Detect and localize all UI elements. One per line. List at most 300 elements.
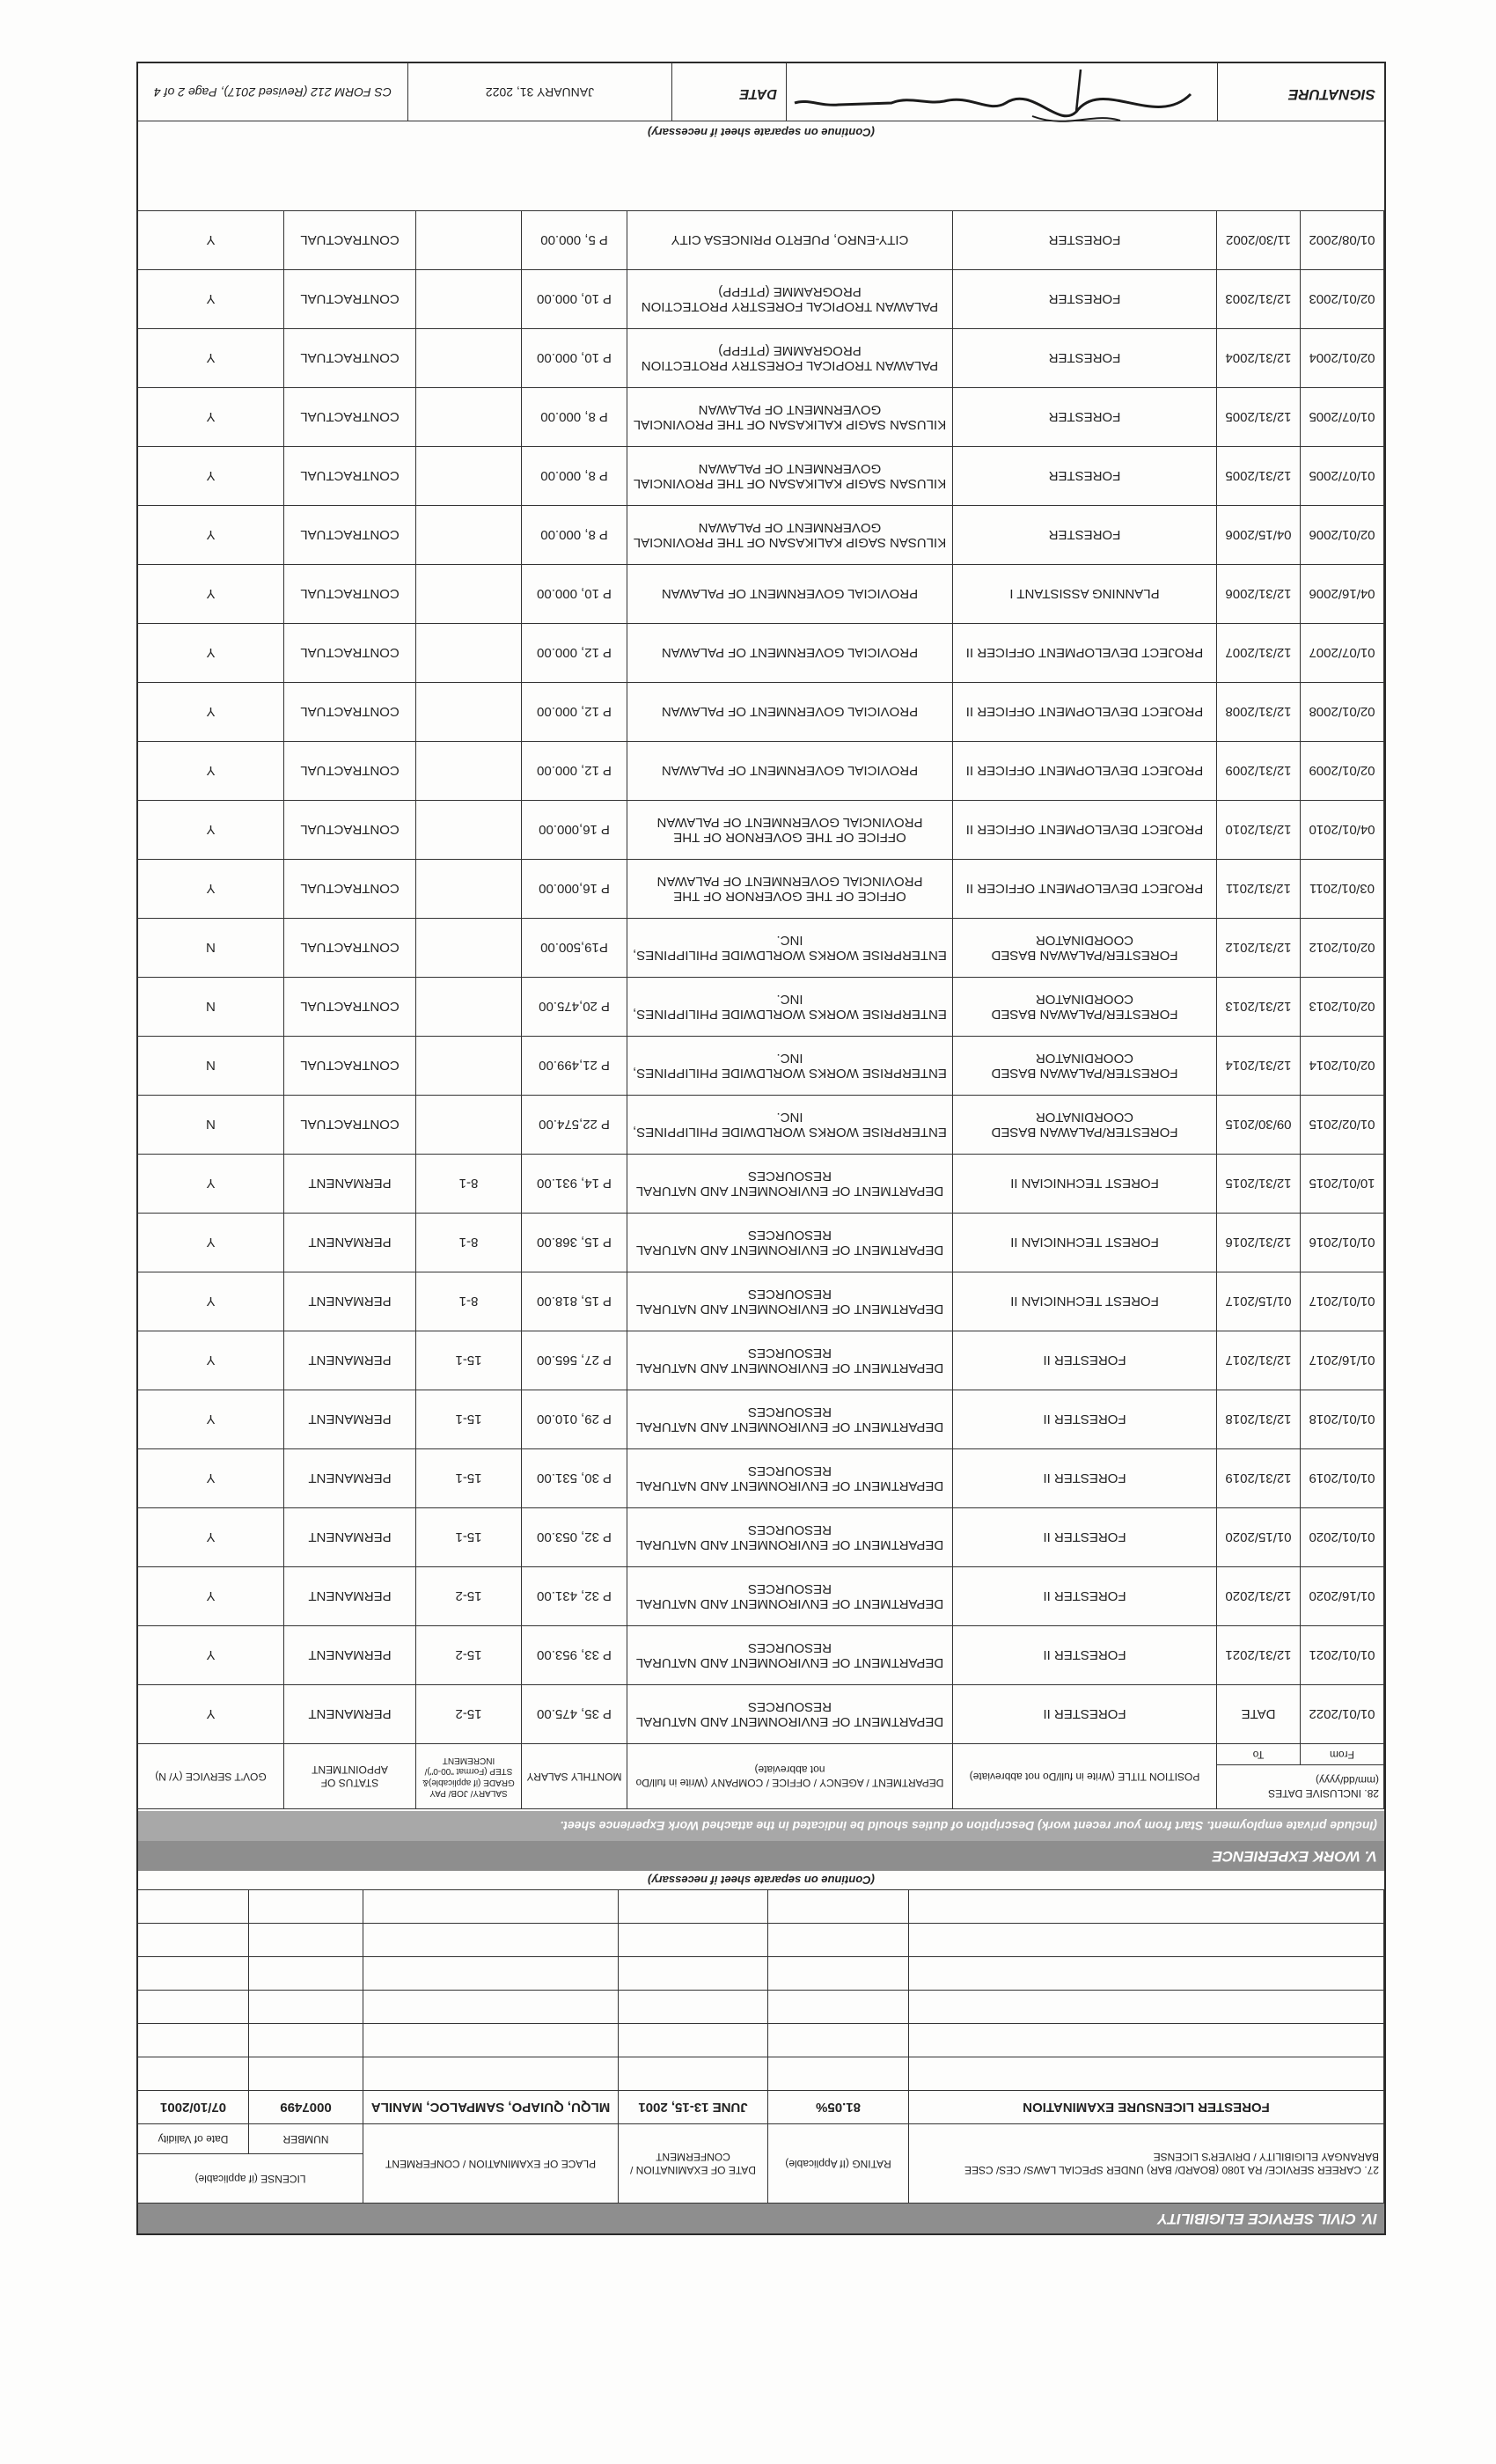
work-to-cell: 12/31/2006 <box>1216 565 1300 624</box>
work-govt-cell: Y <box>137 211 283 270</box>
work-position-cell: FORESTER/PALAWAN BASED COORDINATOR <box>952 1096 1216 1155</box>
work-govt-cell: Y <box>137 270 283 329</box>
eligibility-date-cell <box>619 2057 768 2091</box>
work-salary-cell: P 30, 531.00 <box>521 1449 627 1508</box>
work-dept-cell: ENTERPRISE WORKS WORLDWIDE PHILIPPINES, INC. <box>627 1096 952 1155</box>
work-govt-cell: Y <box>137 565 283 624</box>
work-from-cell: 02/01/2008 <box>1301 683 1384 742</box>
work-status-cell: CONTRACTUAL <box>283 1096 415 1155</box>
work-grade-cell <box>415 624 521 683</box>
work-status-cell: CONTRACTUAL <box>283 270 415 329</box>
work-from-cell: 02/01/2009 <box>1301 742 1384 801</box>
eligibility-rating-cell <box>768 1924 909 1957</box>
work-from-cell: 02/01/2012 <box>1301 919 1384 978</box>
work-govt-cell: N <box>137 1096 283 1155</box>
work-position-cell: PROJECT DEVELOPMENT OFFICER II <box>952 624 1216 683</box>
work-status-cell: CONTRACTUAL <box>283 801 415 860</box>
work-grade-cell <box>415 329 521 388</box>
work-salary-cell: P 15, 818.00 <box>521 1272 627 1331</box>
eligibility-date-cell: JUNE 13-15, 2001 <box>619 2091 768 2124</box>
work-to-cell: 12/31/2021 <box>1216 1626 1300 1685</box>
work-salary-cell: P 29, 010.00 <box>521 1390 627 1449</box>
work-row <box>137 1685 1383 1744</box>
work-row <box>137 1626 1383 1685</box>
work-salary-cell: P 10, 000.00 <box>521 270 627 329</box>
work-dept-cell: DEPARTMENT OF ENVIRONMENT AND NATURAL RESOURCES <box>627 1331 952 1390</box>
license-validity-header: Date of Validity <box>138 2124 249 2154</box>
work-grade-cell: 8-1 <box>415 1155 521 1214</box>
work-to-cell: 12/31/2014 <box>1216 1037 1300 1096</box>
work-row <box>137 860 1383 919</box>
work-to-cell: 12/31/2011 <box>1216 860 1300 919</box>
work-to-cell: 12/31/2013 <box>1216 978 1300 1037</box>
eligibility-place-cell <box>363 1991 619 2024</box>
civil-service-section-bar: IV. CIVIL SERVICE ELIGIBILITY <box>138 2204 1384 2233</box>
eligibility-career-cell <box>909 1957 1384 1991</box>
signature-box <box>786 62 1217 121</box>
work-grade-cell: 15-1 <box>415 1449 521 1508</box>
work-row <box>137 1390 1383 1449</box>
work-grade-cell <box>415 978 521 1037</box>
work-salary-cell: P 8, 000.00 <box>521 388 627 447</box>
work-from-cell: 02/01/2014 <box>1301 1037 1384 1096</box>
work-from-cell: 01/07/2005 <box>1301 388 1384 447</box>
work-salary-cell: P 8, 000.00 <box>521 506 627 565</box>
work-status-cell: PERMANENT <box>283 1390 415 1449</box>
work-dept-cell: CITY-ENRO, PUERTO PRINCESA CITY <box>627 211 952 270</box>
eligibility-place-cell <box>363 2024 619 2057</box>
eligibility-row <box>138 1924 1384 1957</box>
work-grade-cell: 15-1 <box>415 1331 521 1390</box>
work-govt-cell: Y <box>137 1272 283 1331</box>
work-position-cell: FORESTER/PALAWAN BASED COORDINATOR <box>952 1037 1216 1096</box>
eligibility-validity-cell <box>138 2057 249 2091</box>
work-govt-cell: Y <box>137 1508 283 1567</box>
work-salary-cell: P 15, 368.00 <box>521 1214 627 1272</box>
work-to-cell: 12/31/2020 <box>1216 1567 1300 1626</box>
work-to-cell: 01/15/2020 <box>1216 1508 1300 1567</box>
work-row <box>137 270 1383 329</box>
rating-header: RATING (If Applicable) <box>768 2124 909 2204</box>
work-salary-cell: P 20,475.00 <box>521 978 627 1037</box>
work-dept-cell: OFFICE OF THE GOVERNOR OF THE PROVINCIAL GOVERNMENT OF PALAWAN <box>627 860 952 919</box>
work-from-cell: 01/07/2007 <box>1301 624 1384 683</box>
work-dept-cell: ENTERPRISE WORKS WORLDWIDE PHILIPPINES, INC. <box>627 919 952 978</box>
work-to-cell: 01/15/2017 <box>1216 1272 1300 1331</box>
work-govt-cell: Y <box>137 683 283 742</box>
work-status-cell: CONTRACTUAL <box>283 211 415 270</box>
work-from-cell: 01/01/2022 <box>1301 1685 1384 1744</box>
work-status-cell: PERMANENT <box>283 1214 415 1272</box>
work-from-cell: 02/01/2013 <box>1301 978 1384 1037</box>
eligibility-number-cell: 0007499 <box>249 2091 363 2124</box>
work-govt-cell: Y <box>137 329 283 388</box>
work-grade-cell: 8-1 <box>415 1272 521 1331</box>
eligibility-row <box>138 2057 1384 2091</box>
work-from-cell: 01/01/2018 <box>1301 1390 1384 1449</box>
work-dept-cell: PROVICIAL GOVERNMENT OF PALAWAN <box>627 742 952 801</box>
work-govt-cell: Y <box>137 742 283 801</box>
work-dept-cell: KILUSAN SAGIP KALIKASAN OF THE PROVINCIAL GOVERNMENT OF PALAWAN <box>627 388 952 447</box>
work-grade-cell: 15-2 <box>415 1626 521 1685</box>
work-govt-cell: Y <box>137 1449 283 1508</box>
work-status-cell: PERMANENT <box>283 1508 415 1567</box>
work-grade-cell <box>415 388 521 447</box>
form-id: CS FORM 212 (Revised 2017), Page 2 of 4 <box>153 85 392 99</box>
work-position-cell: FOREST TECHNICIAN II <box>952 1272 1216 1331</box>
work-grade-cell <box>415 506 521 565</box>
eligibility-rating-cell <box>768 1890 909 1924</box>
work-position-cell: FORESTER <box>952 270 1216 329</box>
work-position-cell: FORESTER II <box>952 1626 1216 1685</box>
eligibility-career-cell: FORESTER LICENSURE EXAMINATION <box>909 2091 1384 2124</box>
work-to-cell: 09/30/2015 <box>1216 1096 1300 1155</box>
work-position-cell: PROJECT DEVELOPMENT OFFICER II <box>952 683 1216 742</box>
date-value: JANUARY 31, 2022 <box>407 62 671 121</box>
work-dept-cell: DEPARTMENT OF ENVIRONMENT AND NATURAL RESOURCES <box>627 1508 952 1567</box>
work-from-cell: 01/16/2020 <box>1301 1567 1384 1626</box>
work-position-cell: FORESTER <box>952 211 1216 270</box>
work-grade-cell: 15-1 <box>415 1508 521 1567</box>
work-to-cell: 12/31/2019 <box>1216 1449 1300 1508</box>
work-position-cell: FORESTER <box>952 506 1216 565</box>
work-row <box>137 1214 1383 1272</box>
work-govt-cell: Y <box>137 1567 283 1626</box>
eligibility-row <box>138 1957 1384 1991</box>
work-govt-cell: N <box>137 1037 283 1096</box>
work-to-cell: 12/31/2008 <box>1216 683 1300 742</box>
work-experience-table <box>137 210 1384 1809</box>
eligibility-place-cell <box>363 1890 619 1924</box>
work-row <box>137 1449 1383 1508</box>
work-from-cell: 01/01/2016 <box>1301 1214 1384 1272</box>
work-to-cell: 12/31/2005 <box>1216 447 1300 506</box>
eligibility-date-cell <box>619 2024 768 2057</box>
work-from-cell: 10/01/2015 <box>1301 1155 1384 1214</box>
eligibility-career-cell <box>909 1890 1384 1924</box>
appointment-status-header: STATUS OF APPOINTMENT <box>283 1744 415 1809</box>
work-position-cell: FOREST TECHNICIAN II <box>952 1214 1216 1272</box>
work-from-cell: 02/01/2006 <box>1301 506 1384 565</box>
work-position-cell: PROJECT DEVELOPMENT OFFICER II <box>952 801 1216 860</box>
eligibility-validity-cell <box>138 1924 249 1957</box>
work-row <box>137 1155 1383 1214</box>
work-from-cell: 03/01/2011 <box>1301 860 1384 919</box>
department-header: DEPARTMENT / AGENCY / OFFICE / COMPANY (Write in full/Do not abbreviate) <box>627 1744 952 1809</box>
work-grade-cell <box>415 565 521 624</box>
eligibility-rating-cell <box>768 2024 909 2057</box>
work-status-cell: CONTRACTUAL <box>283 447 415 506</box>
work-row <box>137 624 1383 683</box>
work-salary-cell: P 12, 000.00 <box>521 683 627 742</box>
work-to-cell: 12/31/2005 <box>1216 388 1300 447</box>
work-status-cell: PERMANENT <box>283 1272 415 1331</box>
work-row <box>137 1037 1383 1096</box>
work-position-cell: PROJECT DEVELOPMENT OFFICER II <box>952 742 1216 801</box>
work-salary-cell: P 10, 000.00 <box>521 329 627 388</box>
work-row <box>137 1331 1383 1390</box>
work-position-cell: FORESTER <box>952 447 1216 506</box>
work-salary-cell: P 14, 931.00 <box>521 1155 627 1214</box>
work-row <box>137 1508 1383 1567</box>
work-row <box>137 801 1383 860</box>
work-govt-cell: N <box>137 919 283 978</box>
work-to-cell: 12/31/2015 <box>1216 1155 1300 1214</box>
work-to-cell: 12/31/2004 <box>1216 329 1300 388</box>
work-row <box>137 742 1383 801</box>
eligibility-validity-cell <box>138 1991 249 2024</box>
work-salary-cell: P 21,499.00 <box>521 1037 627 1096</box>
work-to-cell: 12/31/2017 <box>1216 1331 1300 1390</box>
eligibility-career-cell <box>909 2024 1384 2057</box>
work-grade-cell <box>415 1037 521 1096</box>
work-salary-cell: P 12, 000.00 <box>521 742 627 801</box>
work-grade-cell: 15-1 <box>415 1390 521 1449</box>
inclusive-dates-header: 28. INCLUSIVE DATES (mm/dd/yyyy) <box>1216 1765 1383 1809</box>
work-salary-cell: P 16,000.00 <box>521 860 627 919</box>
eligibility-number-cell <box>249 2024 363 2057</box>
work-status-cell: CONTRACTUAL <box>283 978 415 1037</box>
work-grade-cell <box>415 742 521 801</box>
eligibility-place-cell <box>363 1924 619 1957</box>
work-to-cell: 12/31/2016 <box>1216 1214 1300 1272</box>
eligibility-rating-cell <box>768 1957 909 1991</box>
work-experience-subtitle: (Include private employment. Start from your recent work) Description of duties should be indicated in the attached Work Experience sheet. <box>138 1811 1384 1841</box>
eligibility-validity-cell <box>138 1890 249 1924</box>
work-position-cell: FORESTER II <box>952 1685 1216 1744</box>
work-position-cell: FORESTER II <box>952 1508 1216 1567</box>
signature-row <box>138 62 1384 121</box>
eligibility-date-cell <box>619 1924 768 1957</box>
work-status-cell: PERMANENT <box>283 1685 415 1744</box>
work-from-cell: 01/01/2017 <box>1301 1272 1384 1331</box>
work-dept-cell: DEPARTMENT OF ENVIRONMENT AND NATURAL RESOURCES <box>627 1449 952 1508</box>
work-salary-cell: P 8, 000.00 <box>521 447 627 506</box>
work-grade-cell <box>415 860 521 919</box>
work-grade-cell <box>415 211 521 270</box>
work-from-cell: 01/02/2015 <box>1301 1096 1384 1155</box>
eligibility-rating-cell: 81.05% <box>768 2091 909 2124</box>
license-header: LICENSE (if applicable) <box>138 2154 363 2204</box>
eligibility-number-cell <box>249 1957 363 1991</box>
work-govt-cell: Y <box>137 1685 283 1744</box>
work-from-cell: 01/01/2021 <box>1301 1626 1384 1685</box>
eligibility-number-cell <box>249 1924 363 1957</box>
eligibility-row <box>138 1991 1384 2024</box>
eligibility-career-cell <box>909 1991 1384 2024</box>
work-grade-cell <box>415 447 521 506</box>
work-status-cell: PERMANENT <box>283 1331 415 1390</box>
work-grade-cell <box>415 683 521 742</box>
work-status-cell: CONTRACTUAL <box>283 506 415 565</box>
work-govt-cell: Y <box>137 624 283 683</box>
eligibility-rating-cell <box>768 1991 909 2024</box>
work-to-cell: 12/31/2003 <box>1216 270 1300 329</box>
work-govt-cell: Y <box>137 1390 283 1449</box>
from-date-header: From <box>1301 1744 1384 1765</box>
work-dept-cell: DEPARTMENT OF ENVIRONMENT AND NATURAL RESOURCES <box>627 1567 952 1626</box>
work-position-cell: FORESTER II <box>952 1567 1216 1626</box>
work-from-cell: 02/01/2004 <box>1301 329 1384 388</box>
work-govt-cell: Y <box>137 1331 283 1390</box>
eligibility-rating-cell <box>768 2057 909 2091</box>
monthly-salary-header: MONTHLY SALARY <box>521 1744 627 1809</box>
eligibility-career-cell <box>909 1924 1384 1957</box>
work-to-cell: 12/31/2018 <box>1216 1390 1300 1449</box>
work-salary-cell: P 35, 475.00 <box>521 1685 627 1744</box>
work-salary-cell: P 16,000.00 <box>521 801 627 860</box>
work-salary-cell: P 33, 953.00 <box>521 1626 627 1685</box>
work-status-cell: CONTRACTUAL <box>283 683 415 742</box>
work-dept-cell: PROVICIAL GOVERNMENT OF PALAWAN <box>627 565 952 624</box>
work-position-cell: FORESTER/PALAWAN BASED COORDINATOR <box>952 978 1216 1037</box>
work-govt-cell: Y <box>137 447 283 506</box>
work-position-cell: FORESTER II <box>952 1449 1216 1508</box>
work-dept-cell: PALAWAN TROPICAL FORESTRY PROTECTION PROGRAMME (PTFPP) <box>627 270 952 329</box>
work-dept-cell: DEPARTMENT OF ENVIRONMENT AND NATURAL RESOURCES <box>627 1155 952 1214</box>
career-service-header: 27. CAREER SERVICE/ RA 1080 (BOARD/ BAR) UNDER SPECIAL LAWS/ CES/ CSEE BARANGAY ELIGIBILITY / DRIVER'S LICENSE <box>909 2124 1384 2204</box>
work-row <box>137 565 1383 624</box>
eligibility-validity-cell: 07/10/2001 <box>138 2091 249 2124</box>
work-row <box>137 919 1383 978</box>
work-row <box>137 506 1383 565</box>
govt-service-header: GOV'T SERVICE (Y/ N) <box>137 1744 283 1809</box>
work-dept-cell: ENTERPRISE WORKS WORLDWIDE PHILIPPINES, INC. <box>627 978 952 1037</box>
work-dept-cell: OFFICE OF THE GOVERNOR OF THE PROVINCIAL GOVERNMENT OF PALAWAN <box>627 801 952 860</box>
pds-sheet-rotated <box>136 62 1386 2235</box>
eligibility-place-cell <box>363 2057 619 2091</box>
work-from-cell: 01/07/2005 <box>1301 447 1384 506</box>
work-govt-cell: Y <box>137 860 283 919</box>
civil-service-continue-note: (Continue on separate sheet if necessary) <box>648 1874 875 1887</box>
work-to-cell: DATE <box>1216 1685 1300 1744</box>
work-from-cell: 01/01/2020 <box>1301 1508 1384 1567</box>
eligibility-validity-cell <box>138 2024 249 2057</box>
work-from-cell: 01/08/2002 <box>1301 211 1384 270</box>
work-status-cell: CONTRACTUAL <box>283 565 415 624</box>
work-salary-cell: P 12, 000.00 <box>521 624 627 683</box>
work-position-cell: FORESTER <box>952 388 1216 447</box>
work-govt-cell: Y <box>137 506 283 565</box>
work-grade-cell <box>415 801 521 860</box>
work-dept-cell: DEPARTMENT OF ENVIRONMENT AND NATURAL RESOURCES <box>627 1214 952 1272</box>
work-row <box>137 1096 1383 1155</box>
work-dept-cell: KILUSAN SAGIP KALIKASAN OF THE PROVINCIAL GOVERNMENT OF PALAWAN <box>627 447 952 506</box>
work-salary-cell: P 10, 000.00 <box>521 565 627 624</box>
work-status-cell: CONTRACTUAL <box>283 860 415 919</box>
exam-date-header: DATE OF EXAMINATION / CONFERMENT <box>619 2124 768 2204</box>
work-govt-cell: N <box>137 978 283 1037</box>
work-position-cell: FORESTER II <box>952 1390 1216 1449</box>
eligibility-validity-cell <box>138 1957 249 1991</box>
work-status-cell: PERMANENT <box>283 1155 415 1214</box>
eligibility-place-cell <box>363 1957 619 1991</box>
work-position-cell: PROJECT DEVELOPMENT OFFICER II <box>952 860 1216 919</box>
eligibility-number-cell <box>249 2057 363 2091</box>
work-salary-cell: P 22,574.00 <box>521 1096 627 1155</box>
work-dept-cell: ENTERPRISE WORKS WORLDWIDE PHILIPPINES, INC. <box>627 1037 952 1096</box>
work-dept-cell: PROVICIAL GOVERNMENT OF PALAWAN <box>627 624 952 683</box>
work-grade-cell <box>415 270 521 329</box>
work-row <box>137 388 1383 447</box>
eligibility-date-cell <box>619 1957 768 1991</box>
date-label: DATE <box>671 62 786 121</box>
work-dept-cell: DEPARTMENT OF ENVIRONMENT AND NATURAL RESOURCES <box>627 1685 952 1744</box>
eligibility-career-cell <box>909 2057 1384 2091</box>
work-dept-cell: DEPARTMENT OF ENVIRONMENT AND NATURAL RESOURCES <box>627 1272 952 1331</box>
work-salary-cell: P 27, 565.00 <box>521 1331 627 1390</box>
eligibility-row <box>138 2091 1384 2124</box>
work-dept-cell: DEPARTMENT OF ENVIRONMENT AND NATURAL RESOURCES <box>627 1390 952 1449</box>
civil-service-table <box>137 1889 1384 2204</box>
position-title-header: POSITION TITLE (Write in full/Do not abbreviate) <box>952 1744 1216 1809</box>
work-status-cell: PERMANENT <box>283 1567 415 1626</box>
work-row <box>137 211 1383 270</box>
work-position-cell: FORESTER/PALAWAN BASED COORDINATOR <box>952 919 1216 978</box>
work-salary-cell: P 5, 000.00 <box>521 211 627 270</box>
work-row <box>137 978 1383 1037</box>
work-grade-cell: 15-2 <box>415 1685 521 1744</box>
work-from-cell: 01/01/2019 <box>1301 1449 1384 1508</box>
handwritten-signature <box>786 68 1208 147</box>
work-status-cell: CONTRACTUAL <box>283 624 415 683</box>
work-dept-cell: PROVICIAL GOVERNMENT OF PALAWAN <box>627 683 952 742</box>
work-govt-cell: Y <box>137 1626 283 1685</box>
work-status-cell: PERMANENT <box>283 1449 415 1508</box>
work-govt-cell: Y <box>137 388 283 447</box>
eligibility-number-cell <box>249 1890 363 1924</box>
work-row <box>137 683 1383 742</box>
work-to-cell: 12/31/2007 <box>1216 624 1300 683</box>
work-salary-cell: P 32, 053.00 <box>521 1508 627 1567</box>
work-dept-cell: KILUSAN SAGIP KALIKASAN OF THE PROVINCIAL GOVERNMENT OF PALAWAN <box>627 506 952 565</box>
work-from-cell: 02/01/2003 <box>1301 270 1384 329</box>
eligibility-date-cell <box>619 1890 768 1924</box>
work-to-cell: 11/30/2002 <box>1216 211 1300 270</box>
work-salary-cell: P19,500.00 <box>521 919 627 978</box>
work-status-cell: CONTRACTUAL <box>283 1037 415 1096</box>
work-experience-section-bar: V. WORK EXPERIENCE <box>138 1841 1384 1871</box>
work-status-cell: CONTRACTUAL <box>283 742 415 801</box>
work-status-cell: PERMANENT <box>283 1626 415 1685</box>
salary-grade-header: SALARY/ JOB/ PAY GRADE (if applicable)& STEP (Format "00-0")/ INCREMENT <box>415 1744 521 1809</box>
work-status-cell: CONTRACTUAL <box>283 388 415 447</box>
work-grade-cell <box>415 1096 521 1155</box>
work-dept-cell: DEPARTMENT OF ENVIRONMENT AND NATURAL RESOURCES <box>627 1626 952 1685</box>
license-number-header: NUMBER <box>249 2124 363 2154</box>
eligibility-place-cell: MLQU, QUIAPO, SAMPALOC, MANILA <box>363 2091 619 2124</box>
work-position-cell: FORESTER II <box>952 1331 1216 1390</box>
work-status-cell: CONTRACTUAL <box>283 329 415 388</box>
work-experience-continue-note: (Continue on separate sheet if necessary) <box>648 126 875 139</box>
work-to-cell: 04/15/2006 <box>1216 506 1300 565</box>
work-govt-cell: Y <box>137 801 283 860</box>
work-grade-cell <box>415 919 521 978</box>
signature-label: SIGNATURE <box>1217 62 1384 121</box>
work-dept-cell: PALAWAN TROPICAL FORESTRY PROTECTION PROGRAMME (PTFPP) <box>627 329 952 388</box>
work-from-cell: 01/16/2017 <box>1301 1331 1384 1390</box>
work-grade-cell: 8-1 <box>415 1214 521 1272</box>
work-govt-cell: Y <box>137 1214 283 1272</box>
work-govt-cell: Y <box>137 1155 283 1214</box>
to-date-header: To <box>1216 1744 1300 1765</box>
work-from-cell: 04/16/2006 <box>1301 565 1384 624</box>
work-position-cell: FOREST TECHNICIAN II <box>952 1155 1216 1214</box>
eligibility-row <box>138 2024 1384 2057</box>
work-to-cell: 12/31/2010 <box>1216 801 1300 860</box>
work-row <box>137 1567 1383 1626</box>
eligibility-row <box>138 1890 1384 1924</box>
